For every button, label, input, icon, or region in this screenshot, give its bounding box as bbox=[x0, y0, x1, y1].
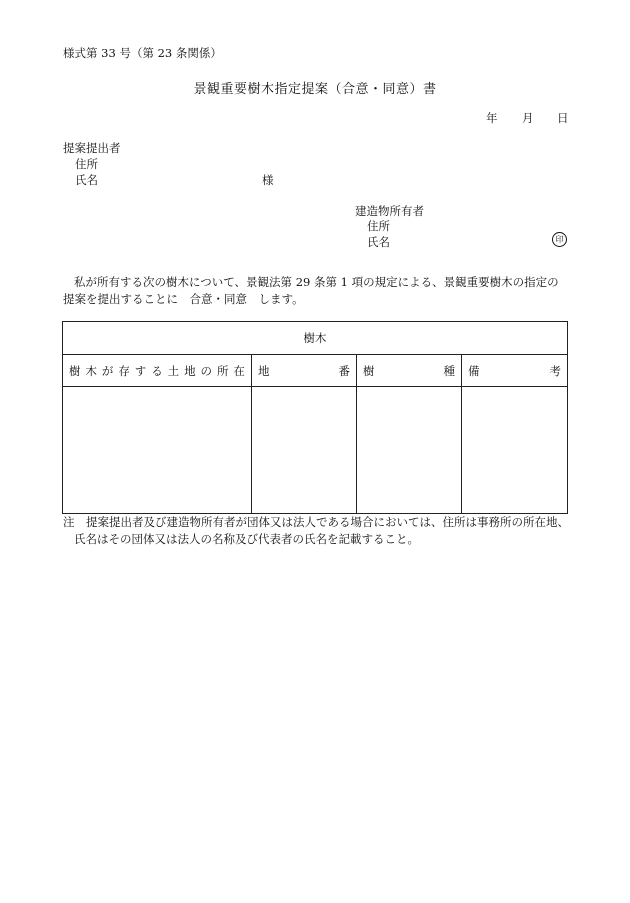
column-header-char: 所 bbox=[216, 363, 229, 378]
footnote-line-1: 注 提案提出者及び建造物所有者が団体又は法人である場合においては、住所は事務所の所在地、 bbox=[63, 515, 569, 529]
proposer-honorific: 様 bbox=[262, 173, 274, 187]
column-header-char: 樹 bbox=[363, 363, 375, 378]
tree-table bbox=[62, 321, 568, 514]
column-header-location bbox=[63, 355, 252, 387]
column-header-char: 備 bbox=[468, 363, 480, 378]
column-header-lot-number bbox=[252, 355, 357, 387]
column-header-char: 存 bbox=[118, 363, 130, 378]
column-header-char: 土 bbox=[167, 363, 180, 378]
proposer-address-label: 住所 bbox=[75, 157, 98, 171]
owner-address-label: 住所 bbox=[367, 219, 390, 233]
column-header-char: が bbox=[101, 363, 114, 378]
column-header-char: 地 bbox=[258, 363, 270, 378]
column-header-char: 地 bbox=[184, 363, 196, 378]
table-title: 樹木 bbox=[63, 322, 568, 355]
proposer-heading: 提案提出者 bbox=[63, 141, 121, 155]
column-header-char: 在 bbox=[233, 363, 245, 378]
date-day-label: 日 bbox=[557, 111, 569, 125]
column-header-char: 番 bbox=[338, 363, 350, 378]
column-header-char: 種 bbox=[443, 363, 455, 378]
column-header-char: 樹 bbox=[69, 363, 81, 378]
date-year-label: 年 bbox=[486, 111, 498, 125]
column-header-char: る bbox=[151, 363, 163, 378]
footnote bbox=[63, 514, 573, 548]
proposer-name-label: 氏名 bbox=[75, 173, 98, 187]
column-header-char: の bbox=[200, 363, 212, 378]
cell-species-input[interactable] bbox=[357, 387, 462, 514]
column-header-char: 考 bbox=[549, 363, 561, 378]
date-month-label: 月 bbox=[522, 111, 534, 125]
document-title: 景観重要樹木指定提案（合意・同意）書 bbox=[193, 82, 437, 97]
column-header-species bbox=[357, 355, 462, 387]
column-header-remarks bbox=[462, 355, 568, 387]
owner-name-label: 氏名 bbox=[367, 235, 390, 249]
body-paragraph: 私が所有する次の樹木について、景観法第 29 条第 1 項の規定による、景観重要樹木の指定の提案を提出することに 合意・同意 します。 bbox=[63, 275, 559, 306]
cell-lot-number-input[interactable] bbox=[252, 387, 357, 514]
cell-remarks-input[interactable] bbox=[462, 387, 568, 514]
owner-heading: 建造物所有者 bbox=[355, 204, 424, 218]
cell-location-input[interactable] bbox=[63, 387, 252, 514]
column-header-char: す bbox=[134, 363, 147, 378]
seal-mark: 印 bbox=[552, 232, 567, 247]
form-number: 様式第 33 号（第 23 条関係） bbox=[63, 46, 222, 60]
column-header-char: 木 bbox=[85, 363, 97, 378]
footnote-line-2: 氏名はその団体又は法人の名称及び代表者の氏名を記載すること。 bbox=[74, 532, 419, 546]
